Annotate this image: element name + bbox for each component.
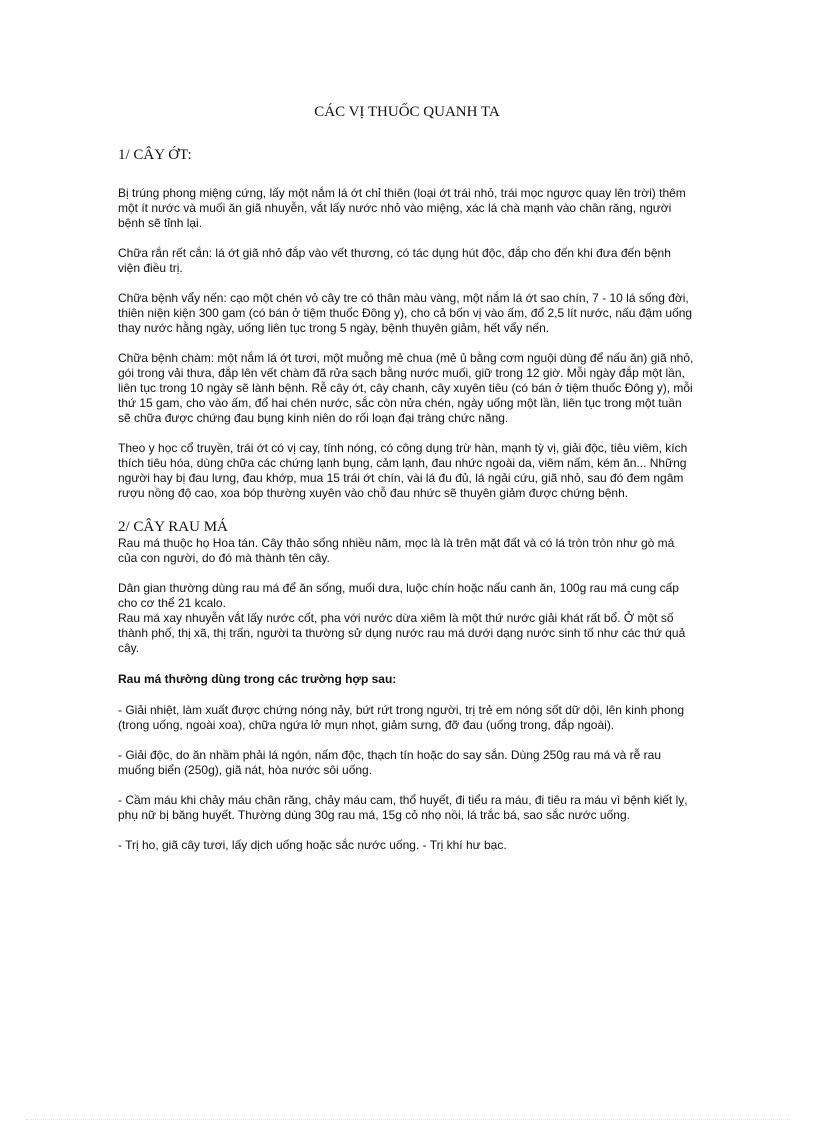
- list-item: - Giải độc, do ăn nhầm phải lá ngón, nấm độc, thạch tín hoặc do say sắn. Dùng 250g rau má và rễ rau muống biển (250g), giã nát, hòa nước sôi uống.: [118, 748, 661, 777]
- list-item: - Trị ho, giã cây tươi, lấy dịch uống hoặc sắc nước uống. - Trị khí hư bạc.: [118, 838, 507, 852]
- paragraph: Rau má thuộc họ Hoa tán. Cây thảo sống nhiều năm, mọc là là trên mặt đất và có lá tròn tròn như gò má của con người, do đó mà thành tên cây.: [118, 536, 675, 565]
- section-heading-centella: 2/ CÂY RAU MÁ: [118, 519, 228, 535]
- page-divider: [26, 1119, 790, 1120]
- paragraph: Chữa bệnh chàm: một nắm lá ớt tươi, một muỗng mẻ chua (mẻ ủ bằng cơm nguội dùng để nấu ăn) giã nhỏ, gói trong vải thưa, đắp lên vết chàm đã rửa sạch bằng nước muối, giữ trong 12 giờ. Mỗi ngày đắp một lần, liên tục trong 10 ngày sẽ lành bệnh. Rễ cây ớt, cây chanh, cây xuyên tiêu (có bán ở tiệm thuốc Đông y), mỗi thứ 15 gam, cho vào ấm, đổ hai chén nước, sắc còn nửa chén, ngày uống một lần, liên tục trong một tuần sẽ chữa được chứng đau bụng kinh niên do rối loạn đại tràng chức năng.: [118, 351, 694, 425]
- paragraph: Theo y học cổ truyền, trái ớt có vị cay, tính nóng, có công dụng trừ hàn, mạnh tỳ vị, giải độc, tiêu viêm, kích thích tiêu hóa, dùng chữa các chứng lạnh bụng, cảm lạnh, đau nhức ngoài da, viêm nấm, kém ăn... Những người hay bị đau lưng, đau khớp, mua 15 trái ớt chín, vài lá đu đủ, lá ngải cứu, giã nhỏ, sau đó đem ngâm rượu nồng độ cao, xoa bóp thường xuyên vào chỗ đau nhức sẽ thuyên giảm được chứng bệnh.: [118, 441, 688, 500]
- document-body: [118, 104, 696, 868]
- paragraph: Chữa bệnh vẩy nến: cạo một chén vỏ cây tre có thân màu vàng, một nắm lá ớt sao chín, 7 - 10 lá sống đời, thiên niện kiện 300 gam (có bán ở tiệm thuốc Đông y), cho cả bốn vị vào ấm, đổ 2,5 lít nước, nấu đậm uống thay nước hằng ngày, uống liên tục trong 5 ngày, bệnh thuyên giảm, hết vẩy nến.: [118, 291, 693, 335]
- paragraph: Rau má xay nhuyễn vắt lấy nước cốt, pha với nước dừa xiêm là một thứ nước giải khát rất bổ. Ở một số thành phố, thị xã, thị trấn, người ta thường sử dụng nước rau má dưới dạng nước sinh tố như các thứ quả cây.: [118, 611, 686, 655]
- section-heading-chili: 1/ CÂY ỚT:: [118, 147, 192, 163]
- list-item: - Cầm máu khi chảy máu chân răng, chảy máu cam, thổ huyết, đi tiểu ra máu, đi tiêu ra máu vì bệnh kiết lỵ, phụ nữ bị băng huyết. Thường dùng 30g rau má, 15g cỏ nhọ nồi, lá trắc bá, sao sắc nước uống.: [118, 793, 688, 822]
- uses-heading: Rau má thường dùng trong các trường hợp sau:: [118, 672, 397, 686]
- document-title: CÁC VỊ THUỐC QUANH TA: [314, 104, 500, 120]
- list-item: - Giải nhiệt, làm xuất được chứng nóng nảy, bứt rứt trong người, trị trẻ em nóng sốt dữ dội, lên kinh phong (trong uống, ngoài xoa), chữa ngứa lở mụn nhọt, giảm sưng, đỡ đau (uống trong, đắp ngoài).: [118, 703, 685, 732]
- paragraph: Chữa rắn rết cắn: lá ớt giã nhỏ đắp vào vết thương, có tác dụng hút độc, đắp cho đến khi đưa đến bệnh viện điều trị.: [118, 246, 671, 275]
- paragraph: Bị trúng phong miệng cứng, lấy một nắm lá ớt chỉ thiên (loại ớt trái nhỏ, trái mọc ngược quay lên trời) thêm một ít nước và muối ăn giã nhuyễn, vắt lấy nước nhỏ vào miệng, xác lá chà mạnh vào chân răng, người bệnh sẽ tỉnh lại.: [118, 186, 686, 230]
- paragraph: Dân gian thường dùng rau má để ăn sống, muối dưa, luộc chín hoặc nấu canh ăn, 100g rau má cung cấp cho cơ thể 21 kcalo.: [118, 581, 679, 610]
